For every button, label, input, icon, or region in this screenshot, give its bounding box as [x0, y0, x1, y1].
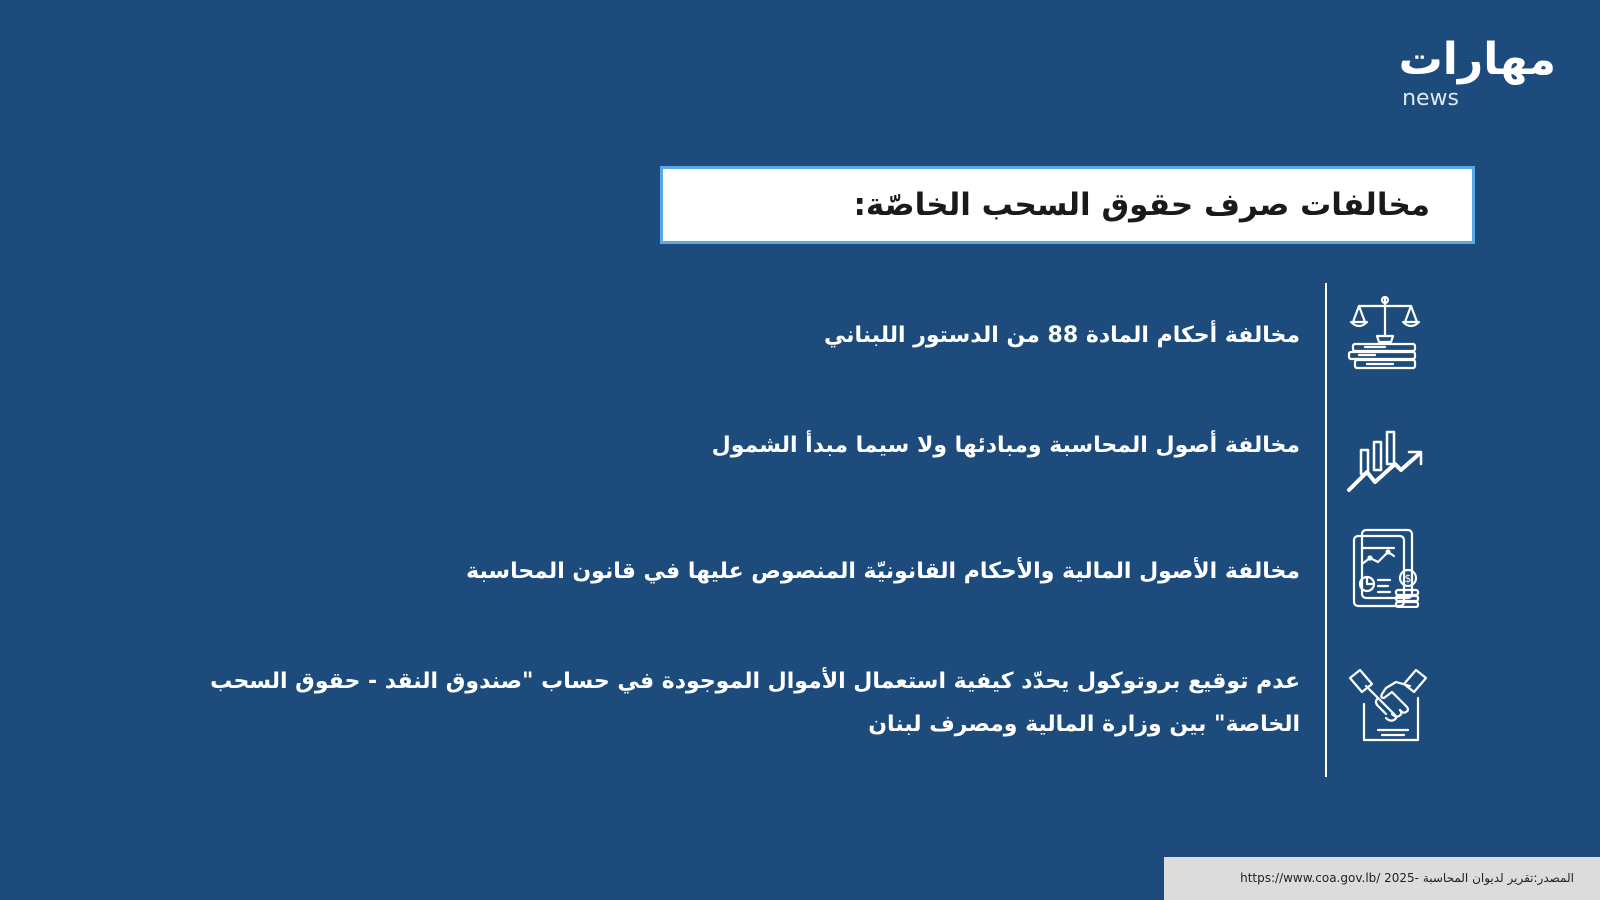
logo-wordmark: مهارات [1398, 34, 1556, 85]
brand-logo [1381, 34, 1556, 116]
source-citation: المصدر:تقرير لديوان المحاسبة -2025 /https://www.coa.gov.lb [1240, 871, 1574, 885]
list-item-2: مخالفة أصول المحاسبة ومبادئها ولا سيما مبدأ الشمول [711, 433, 1300, 458]
page-title: مخالفات صرف حقوق السحب الخاصّة: [853, 187, 1430, 223]
growth-chart-icon [1345, 420, 1425, 500]
logo-subtitle: news [1402, 86, 1459, 111]
list-item-1: مخالفة أحكام المادة 88 من الدستور اللبناني [824, 323, 1300, 348]
financial-report-icon [1348, 528, 1428, 608]
title-box [660, 166, 1475, 244]
scales-books-icon [1345, 294, 1425, 374]
list-item-3: مخالفة الأصول المالية والأحكام القانونيّة المنصوص عليها في قانون المحاسبة [466, 559, 1300, 584]
vertical-divider [1325, 283, 1327, 777]
list-item-4: عدم توقيع بروتوكول يحدّد كيفية استعمال الأموال الموجودة في حساب "صندوق النقد - حقوق السحب الخاصة" بين وزارة المالية ومصرف لبنان [210, 669, 1300, 737]
handshake-document-icon [1348, 664, 1428, 744]
svg-text:$: $ [1404, 572, 1412, 585]
source-bar [1164, 857, 1600, 900]
